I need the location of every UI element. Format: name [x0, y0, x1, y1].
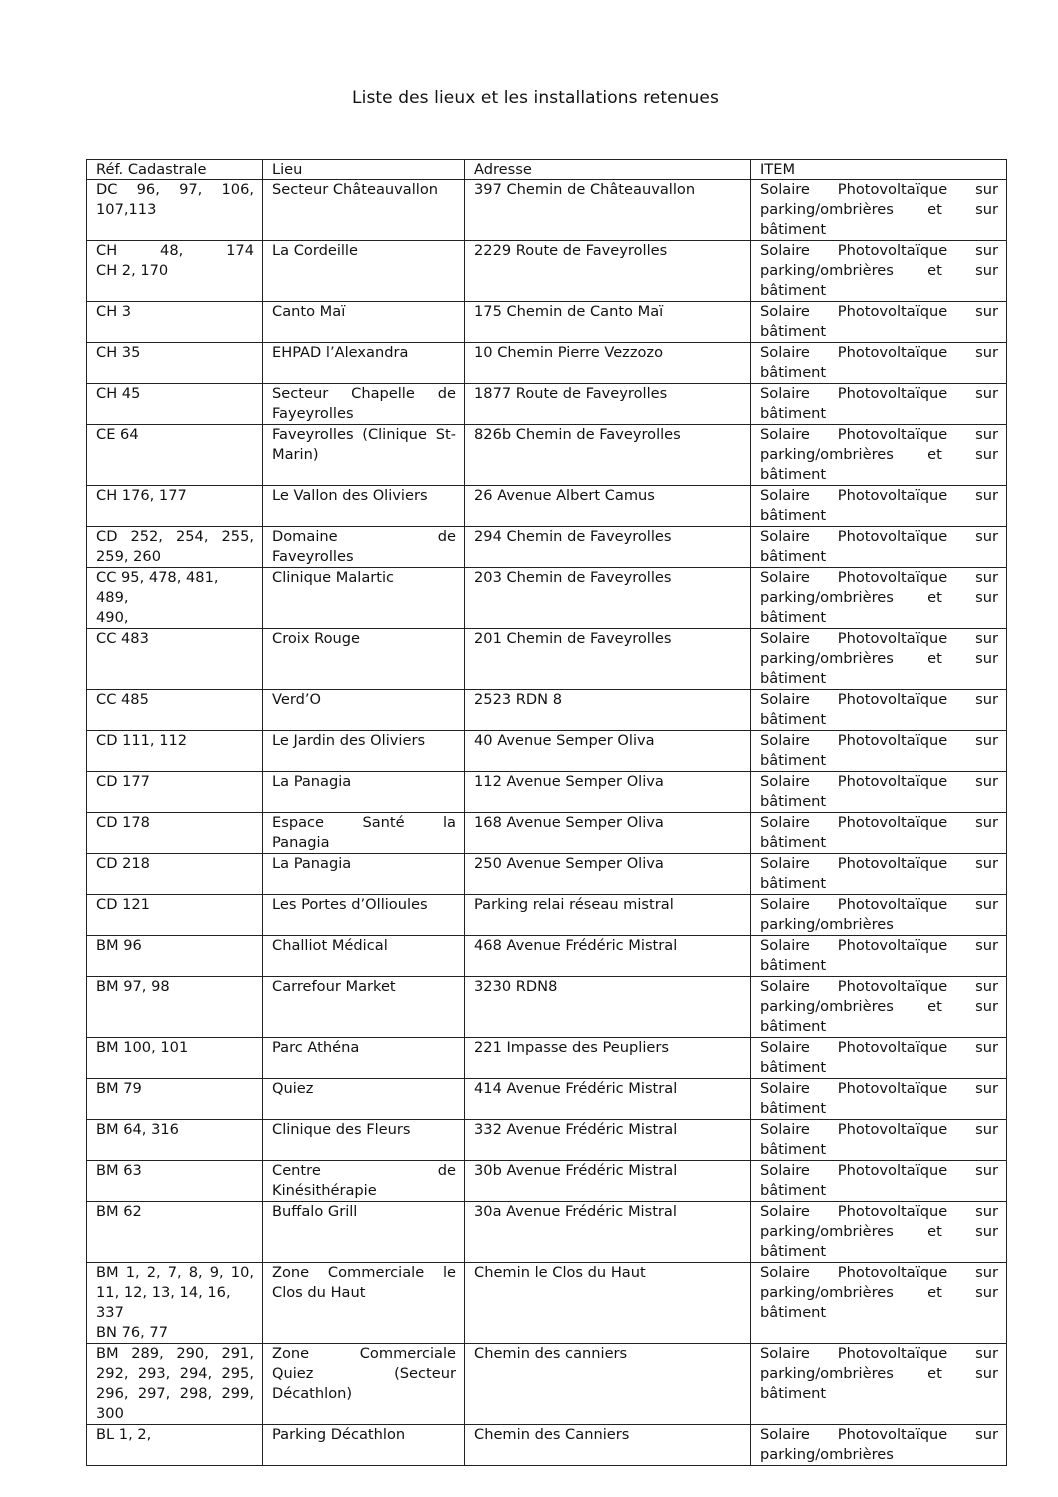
item-cell [751, 486, 1007, 527]
lieu-cell-line: EHPAD l’Alexandra [272, 344, 409, 361]
ref-cell [87, 772, 263, 813]
item-cell-line: Solaire Photovoltaïque sur [760, 528, 998, 545]
ref-cell [87, 731, 263, 772]
item-cell [751, 180, 1007, 241]
table-row [87, 731, 1007, 772]
item-cell-line: Solaire Photovoltaïque sur [760, 732, 998, 749]
address-cell [465, 690, 751, 731]
ref-cell-line: BM 63 [96, 1162, 142, 1179]
lieu-cell-line: Panagia [272, 834, 330, 851]
table-row [87, 425, 1007, 486]
item-cell-line: bâtiment [760, 1243, 827, 1260]
table-row [87, 936, 1007, 977]
item-cell-line: Solaire Photovoltaïque sur [760, 426, 998, 443]
address-cell-line: Parking relai réseau mistral [474, 896, 674, 913]
lieu-cell-line: Clinique Malartic [272, 569, 395, 586]
item-cell-line: bâtiment [760, 548, 827, 565]
address-cell [465, 527, 751, 568]
table-row [87, 690, 1007, 731]
lieu-cell [263, 895, 465, 936]
item-cell [751, 1120, 1007, 1161]
ref-cell-line: CC 95, 478, 481, 489, [96, 569, 219, 606]
item-cell-line: bâtiment [760, 957, 827, 974]
item-cell-line: Solaire Photovoltaïque sur [760, 773, 998, 790]
table-row [87, 895, 1007, 936]
item-cell [751, 1263, 1007, 1344]
ref-cell [87, 384, 263, 425]
address-cell [465, 1038, 751, 1079]
lieu-cell [263, 1202, 465, 1263]
ref-cell-line: BM 79 [96, 1080, 142, 1097]
address-cell-line: 201 Chemin de Faveyrolles [474, 630, 672, 647]
address-cell [465, 1425, 751, 1466]
lieu-cell [263, 854, 465, 895]
table-row [87, 486, 1007, 527]
address-cell-line: 332 Avenue Frédéric Mistral [474, 1121, 678, 1138]
item-cell-line: bâtiment [760, 364, 827, 381]
address-cell [465, 629, 751, 690]
address-cell-line: 294 Chemin de Faveyrolles [474, 528, 672, 545]
item-cell-line: bâtiment [760, 1018, 827, 1035]
ref-cell-line: CE 64 [96, 426, 139, 443]
lieu-cell-line: Faveyrolles (Clinique St- [272, 426, 456, 443]
item-cell [751, 936, 1007, 977]
lieu-cell [263, 425, 465, 486]
lieu-cell [263, 1263, 465, 1344]
lieu-cell [263, 629, 465, 690]
ref-cell-line: BM 96 [96, 937, 142, 954]
item-cell-line: parking/ombrières [760, 916, 894, 933]
item-cell-line: Solaire Photovoltaïque sur [760, 487, 998, 504]
lieu-cell-line: Clinique des Fleurs [272, 1121, 411, 1138]
lieu-cell-line: Carrefour Market [272, 978, 396, 995]
lieu-cell [263, 772, 465, 813]
address-cell [465, 384, 751, 425]
lieu-cell-line: Fayeyrolles [272, 405, 354, 422]
item-cell [751, 384, 1007, 425]
item-cell-line: Solaire Photovoltaïque sur [760, 1203, 998, 1220]
item-cell-line: Solaire Photovoltaïque sur [760, 937, 998, 954]
item-cell-line: Solaire Photovoltaïque sur [760, 385, 998, 402]
address-cell-line: 112 Avenue Semper Oliva [474, 773, 664, 790]
lieu-cell-line: La Panagia [272, 773, 352, 790]
ref-cell [87, 895, 263, 936]
item-cell-line: Solaire Photovoltaïque sur [760, 242, 998, 259]
table-row [87, 1344, 1007, 1425]
address-cell [465, 1079, 751, 1120]
table-row [87, 1120, 1007, 1161]
ref-cell [87, 1038, 263, 1079]
address-cell [465, 486, 751, 527]
item-cell-line: parking/ombrières et sur [760, 1365, 998, 1382]
address-cell [465, 1120, 751, 1161]
item-cell-line: bâtiment [760, 221, 827, 238]
address-cell [465, 813, 751, 854]
address-cell [465, 1344, 751, 1425]
address-cell-line: 2229 Route de Faveyrolles [474, 242, 668, 259]
item-cell-line: bâtiment [760, 1304, 827, 1321]
lieu-cell [263, 977, 465, 1038]
item-cell [751, 1038, 1007, 1079]
installations-table [86, 159, 1007, 1466]
lieu-cell-line: Canto Maï [272, 303, 346, 320]
address-cell-line: 203 Chemin de Faveyrolles [474, 569, 672, 586]
lieu-cell-line: Espace Santé la [272, 814, 456, 831]
item-cell [751, 241, 1007, 302]
item-cell-line: Solaire Photovoltaïque sur [760, 181, 998, 198]
lieu-cell-line: Quiez [272, 1080, 314, 1097]
table-row [87, 854, 1007, 895]
lieu-cell-line: Kinésithérapie [272, 1182, 377, 1199]
ref-cell-line: CH 35 [96, 344, 141, 361]
table-row [87, 568, 1007, 629]
table-row [87, 629, 1007, 690]
ref-cell-line: CC 483 [96, 630, 149, 647]
lieu-cell-line: Centre de [272, 1162, 456, 1179]
column-header-lieu: Lieu [263, 160, 465, 180]
ref-cell-line: CD 178 [96, 814, 150, 831]
item-cell-line: bâtiment [760, 670, 827, 687]
item-cell [751, 977, 1007, 1038]
table-header-row [87, 160, 1007, 180]
address-cell [465, 1161, 751, 1202]
lieu-cell-line: Secteur Chapelle de [272, 385, 456, 402]
address-cell-line: 175 Chemin de Canto Maï [474, 303, 664, 320]
item-cell-line: bâtiment [760, 1182, 827, 1199]
item-cell [751, 1161, 1007, 1202]
table-row [87, 302, 1007, 343]
item-cell-line: bâtiment [760, 875, 827, 892]
column-header-item: ITEM [751, 160, 1007, 180]
lieu-cell-line: Parking Décathlon [272, 1426, 406, 1443]
ref-cell [87, 1079, 263, 1120]
address-cell-line: 40 Avenue Semper Oliva [474, 732, 655, 749]
item-cell-line: bâtiment [760, 507, 827, 524]
item-cell-line: Solaire Photovoltaïque sur [760, 1039, 998, 1056]
table-row [87, 343, 1007, 384]
item-cell-line: bâtiment [760, 466, 827, 483]
table-row [87, 813, 1007, 854]
table-row [87, 1202, 1007, 1263]
address-cell-line: 414 Avenue Frédéric Mistral [474, 1080, 678, 1097]
lieu-cell [263, 813, 465, 854]
ref-cell-line: 300 [96, 1405, 124, 1422]
ref-cell [87, 1202, 263, 1263]
lieu-cell-line: Quiez (Secteur [272, 1365, 456, 1382]
ref-cell [87, 1161, 263, 1202]
item-cell [751, 854, 1007, 895]
ref-cell-line: CH 45 [96, 385, 141, 402]
address-cell-line: 1877 Route de Faveyrolles [474, 385, 668, 402]
ref-cell [87, 568, 263, 629]
lieu-cell [263, 384, 465, 425]
ref-cell [87, 1344, 263, 1425]
ref-cell [87, 690, 263, 731]
table-row [87, 527, 1007, 568]
item-cell-line: Solaire Photovoltaïque sur [760, 630, 998, 647]
lieu-cell [263, 486, 465, 527]
lieu-cell [263, 1425, 465, 1466]
address-cell [465, 772, 751, 813]
ref-cell-line: BM 97, 98 [96, 978, 170, 995]
item-cell [751, 731, 1007, 772]
item-cell-line: Solaire Photovoltaïque sur [760, 1162, 998, 1179]
ref-cell [87, 1120, 263, 1161]
item-cell-line: parking/ombrières et sur [760, 1284, 998, 1301]
ref-cell-line: CD 111, 112 [96, 732, 188, 749]
item-cell-line: Solaire Photovoltaïque sur [760, 1121, 998, 1138]
ref-cell-line: CD 121 [96, 896, 150, 913]
lieu-cell [263, 731, 465, 772]
address-cell [465, 936, 751, 977]
item-cell [751, 1202, 1007, 1263]
lieu-cell-line: Décathlon) [272, 1385, 353, 1402]
lieu-cell [263, 1344, 465, 1425]
address-cell-line: 3230 RDN8 [474, 978, 558, 995]
address-cell [465, 241, 751, 302]
address-cell-line: Chemin le Clos du Haut [474, 1264, 646, 1281]
item-cell-line: parking/ombrières [760, 1446, 894, 1463]
ref-cell [87, 180, 263, 241]
lieu-cell-line: Domaine de [272, 528, 456, 545]
ref-cell-line: 107,113 [96, 201, 157, 218]
item-cell [751, 568, 1007, 629]
lieu-cell-line: Faveyrolles [272, 548, 354, 565]
ref-cell-line: BL 1, 2, [96, 1426, 152, 1443]
item-cell-line: Solaire Photovoltaïque sur [760, 569, 998, 586]
item-cell-line: parking/ombrières et sur [760, 589, 998, 606]
item-cell-line: Solaire Photovoltaïque sur [760, 1345, 998, 1362]
table-row [87, 384, 1007, 425]
lieu-cell-line: Zone Commerciale [272, 1345, 456, 1362]
ref-cell [87, 425, 263, 486]
item-cell-line: bâtiment [760, 752, 827, 769]
item-cell [751, 813, 1007, 854]
item-cell [751, 1425, 1007, 1466]
address-cell-line: 10 Chemin Pierre Vezzozo [474, 344, 664, 361]
item-cell-line: parking/ombrières et sur [760, 262, 998, 279]
ref-cell-line: BM 289, 290, 291, [96, 1345, 254, 1362]
address-cell [465, 425, 751, 486]
lieu-cell [263, 527, 465, 568]
address-cell-line: 30b Avenue Frédéric Mistral [474, 1162, 678, 1179]
lieu-cell [263, 690, 465, 731]
ref-cell [87, 854, 263, 895]
lieu-cell-line: Le Vallon des Oliviers [272, 487, 428, 504]
lieu-cell [263, 568, 465, 629]
lieu-cell-line: Marin) [272, 446, 319, 463]
table-row [87, 1161, 1007, 1202]
item-cell-line: parking/ombrières et sur [760, 1223, 998, 1240]
ref-cell-line: CH 2, 170 [96, 262, 169, 279]
ref-cell [87, 813, 263, 854]
address-cell [465, 1263, 751, 1344]
item-cell-line: Solaire Photovoltaïque sur [760, 814, 998, 831]
address-cell-line: Chemin des canniers [474, 1345, 628, 1362]
lieu-cell-line: La Cordeille [272, 242, 358, 259]
item-cell-line: bâtiment [760, 1141, 827, 1158]
table-row [87, 1038, 1007, 1079]
item-cell-line: bâtiment [760, 1100, 827, 1117]
ref-cell-line: 292, 293, 294, 295, [96, 1365, 254, 1382]
lieu-cell [263, 1120, 465, 1161]
address-cell-line: 30a Avenue Frédéric Mistral [474, 1203, 677, 1220]
address-cell-line: 221 Impasse des Peupliers [474, 1039, 669, 1056]
ref-cell-line: CC 485 [96, 691, 149, 708]
item-cell [751, 629, 1007, 690]
item-cell-line: Solaire Photovoltaïque sur [760, 1080, 998, 1097]
table-row [87, 977, 1007, 1038]
item-cell-line: bâtiment [760, 609, 827, 626]
item-cell-line: bâtiment [760, 834, 827, 851]
address-cell [465, 343, 751, 384]
item-cell-line: Solaire Photovoltaïque sur [760, 896, 998, 913]
item-cell-line: bâtiment [760, 793, 827, 810]
item-cell [751, 772, 1007, 813]
address-cell-line: 2523 RDN 8 [474, 691, 562, 708]
ref-cell [87, 343, 263, 384]
table-row [87, 1079, 1007, 1120]
address-cell [465, 302, 751, 343]
item-cell-line: bâtiment [760, 1385, 827, 1402]
lieu-cell [263, 241, 465, 302]
lieu-cell-line: La Panagia [272, 855, 352, 872]
table-row [87, 1263, 1007, 1344]
lieu-cell-line: Parc Athéna [272, 1039, 360, 1056]
ref-cell-line: CD 218 [96, 855, 150, 872]
lieu-cell-line: Verd’O [272, 691, 321, 708]
ref-cell-line: CH 176, 177 [96, 487, 187, 504]
item-cell-line: bâtiment [760, 1059, 827, 1076]
item-cell-line: Solaire Photovoltaïque sur [760, 344, 998, 361]
item-cell [751, 1344, 1007, 1425]
ref-cell-line: DC 96, 97, 106, [96, 181, 254, 198]
ref-cell-line: BM 100, 101 [96, 1039, 189, 1056]
ref-cell [87, 977, 263, 1038]
item-cell [751, 690, 1007, 731]
lieu-cell-line: Challiot Médical [272, 937, 388, 954]
item-cell-line: bâtiment [760, 711, 827, 728]
address-cell [465, 895, 751, 936]
address-cell [465, 731, 751, 772]
column-header-ref: Réf. Cadastrale [87, 160, 263, 180]
lieu-cell-line: Clos du Haut [272, 1284, 366, 1301]
item-cell-line: parking/ombrières et sur [760, 201, 998, 218]
ref-cell [87, 629, 263, 690]
lieu-cell-line: Les Portes d’Ollioules [272, 896, 428, 913]
ref-cell [87, 302, 263, 343]
ref-cell [87, 1263, 263, 1344]
lieu-cell [263, 180, 465, 241]
address-cell-line: Chemin des Canniers [474, 1426, 630, 1443]
ref-cell-line: CD 252, 254, 255, [96, 528, 254, 545]
address-cell [465, 1202, 751, 1263]
lieu-cell [263, 302, 465, 343]
address-cell-line: 26 Avenue Albert Camus [474, 487, 655, 504]
table-row [87, 1425, 1007, 1466]
table-row [87, 180, 1007, 241]
ref-cell-line: 490, [96, 609, 129, 626]
lieu-cell [263, 936, 465, 977]
item-cell-line: Solaire Photovoltaïque sur [760, 303, 998, 320]
address-cell-line: 468 Avenue Frédéric Mistral [474, 937, 678, 954]
ref-cell-line: BN 76, 77 [96, 1324, 168, 1341]
ref-cell [87, 936, 263, 977]
ref-cell-line: BM 1, 2, 7, 8, 9, 10, [96, 1264, 254, 1281]
ref-cell-line: CH 48, 174 [96, 242, 254, 259]
item-cell-line: Solaire Photovoltaïque sur [760, 1426, 998, 1443]
lieu-cell-line: Croix Rouge [272, 630, 361, 647]
item-cell [751, 425, 1007, 486]
lieu-cell [263, 1079, 465, 1120]
address-cell [465, 977, 751, 1038]
lieu-cell-line: Buffalo Grill [272, 1203, 358, 1220]
ref-cell-line: BM 62 [96, 1203, 142, 1220]
ref-cell-line: CH 3 [96, 303, 132, 320]
item-cell-line: parking/ombrières et sur [760, 446, 998, 463]
address-cell-line: 397 Chemin de Châteauvallon [474, 181, 696, 198]
ref-cell-line: 296, 297, 298, 299, [96, 1385, 254, 1402]
item-cell-line: bâtiment [760, 323, 827, 340]
ref-cell [87, 1425, 263, 1466]
address-cell [465, 854, 751, 895]
ref-cell-line: 259, 260 [96, 548, 161, 565]
item-cell [751, 343, 1007, 384]
item-cell-line: bâtiment [760, 405, 827, 422]
lieu-cell [263, 1038, 465, 1079]
item-cell [751, 527, 1007, 568]
lieu-cell [263, 1161, 465, 1202]
lieu-cell [263, 343, 465, 384]
item-cell-line: Solaire Photovoltaïque sur [760, 691, 998, 708]
address-cell-line: 168 Avenue Semper Oliva [474, 814, 664, 831]
address-cell [465, 568, 751, 629]
lieu-cell-line: Le Jardin des Oliviers [272, 732, 426, 749]
item-cell-line: Solaire Photovoltaïque sur [760, 855, 998, 872]
table-row [87, 241, 1007, 302]
table-body [87, 180, 1007, 1466]
ref-cell [87, 241, 263, 302]
table-row [87, 772, 1007, 813]
item-cell-line: Solaire Photovoltaïque sur [760, 978, 998, 995]
address-cell [465, 180, 751, 241]
item-cell-line: parking/ombrières et sur [760, 998, 998, 1015]
lieu-cell-line: Secteur Châteauvallon [272, 181, 438, 198]
page-title: Liste des lieux et les installations retenues [352, 88, 719, 108]
lieu-cell-line: Zone Commerciale le [272, 1264, 456, 1281]
ref-cell-line: CD 177 [96, 773, 150, 790]
address-cell-line: 250 Avenue Semper Oliva [474, 855, 664, 872]
ref-cell-line: 11, 12, 13, 14, 16, 337 [96, 1284, 231, 1321]
column-header-adresse: Adresse [465, 160, 751, 180]
ref-cell [87, 486, 263, 527]
item-cell-line: Solaire Photovoltaïque sur [760, 1264, 998, 1281]
item-cell [751, 1079, 1007, 1120]
item-cell [751, 895, 1007, 936]
item-cell-line: bâtiment [760, 282, 827, 299]
ref-cell [87, 527, 263, 568]
address-cell-line: 826b Chemin de Faveyrolles [474, 426, 681, 443]
ref-cell-line: BM 64, 316 [96, 1121, 179, 1138]
item-cell [751, 302, 1007, 343]
item-cell-line: parking/ombrières et sur [760, 650, 998, 667]
